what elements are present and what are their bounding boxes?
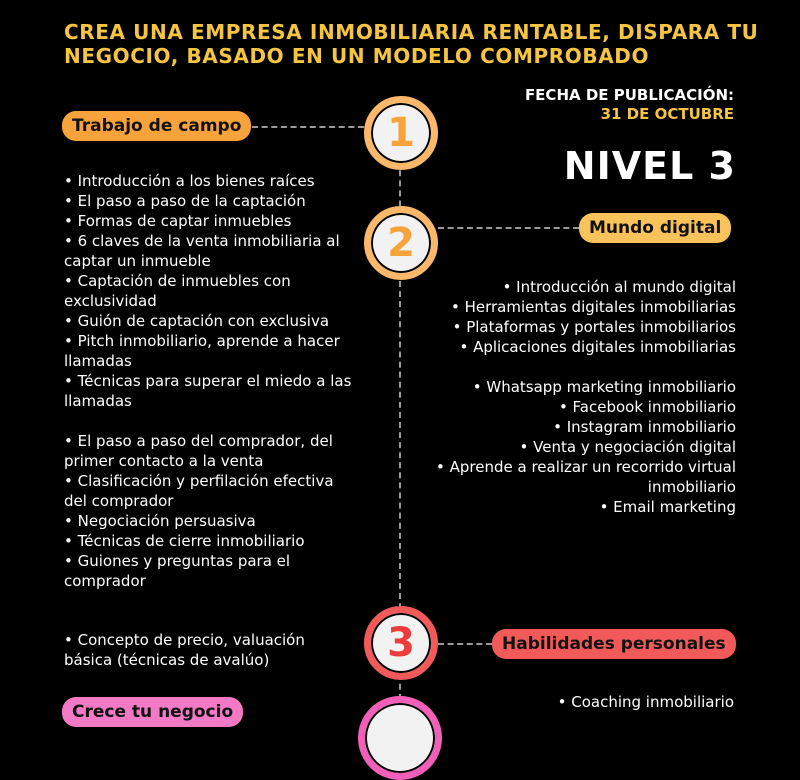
step-2-circle: 2 [364, 206, 438, 280]
list-item: • Whatsapp marketing inmobiliario [472, 378, 736, 396]
list-item: • Concepto de precio, valuación básica (técnicas de avalúo) [64, 631, 305, 669]
list-item: • Clasificación y perfilación efectiva del comprador [64, 472, 334, 510]
list-item: • Negociación persuasiva [64, 512, 256, 530]
list-item: • El paso a paso de la captación [64, 192, 306, 210]
list-item: • Instagram inmobiliario [553, 418, 736, 436]
grow-business-list [434, 692, 734, 712]
list-item: • Guión de captación con exclusiva [64, 312, 330, 330]
connector-2 [438, 227, 579, 229]
publication-date-value: 31 DE OCTUBRE [600, 105, 734, 123]
list-item: • Técnicas para superar el miedo a las llamadas [64, 372, 352, 410]
page-title: CREA UNA EMPRESA INMOBILIARIA RENTABLE, DISPARA TU NEGOCIO, BASADO EN UN MODELO COMPROBADO [64, 20, 759, 68]
list-item: • Coaching inmobiliario [557, 693, 734, 711]
list-item: • Facebook inmobiliario [558, 398, 736, 416]
list-spacer [436, 357, 736, 377]
list-item: • Herramientas digitales inmobiliarias [450, 298, 736, 316]
list-item: • Introducción al mundo digital [502, 278, 736, 296]
list-item: • Técnicas de cierre inmobiliario [64, 532, 305, 550]
list-item: • El paso a paso del comprador, del primer contacto a la venta [64, 432, 333, 470]
list-item: • Introducción a los bienes raíces [64, 172, 315, 190]
list-item: • Email marketing [599, 498, 736, 516]
connector-1 [252, 126, 364, 128]
list-item: • Captación de inmuebles con exclusividad [64, 272, 291, 310]
step-1-circle: 1 [364, 96, 438, 170]
list-item: • 6 claves de la venta inmobiliaria al captar un inmueble [64, 232, 340, 270]
field-work-list [64, 171, 354, 591]
personal-skills-list [64, 630, 354, 670]
step-2-label: Mundo digital [579, 213, 731, 243]
step-3-label: Habilidades personales [492, 629, 736, 659]
step-4-label: Crece tu negocio [62, 697, 243, 727]
publication-label: FECHA DE PUBLICACIÓN: [524, 86, 734, 104]
step-1-label: Trabajo de campo [62, 111, 251, 141]
level-heading: NIVEL 3 [563, 144, 736, 188]
list-item: • Plataformas y portales inmobiliarios [452, 318, 736, 336]
list-item: • Venta y negociación digital [519, 438, 736, 456]
list-item: • Pitch inmobiliario, aprende a hacer llamadas [64, 332, 340, 370]
step-4-circle [358, 696, 442, 780]
list-item: • Formas de captar inmuebles [64, 212, 292, 230]
list-item: • Aplicaciones digitales inmobiliarias [459, 338, 736, 356]
list-item: • Guiones y preguntas para el comprador [64, 552, 291, 590]
step-3-circle: 3 [364, 606, 438, 680]
list-item: • Aprende a realizar un recorrido virtual inmobiliario [436, 458, 736, 496]
publication-date [525, 86, 734, 124]
list-spacer [64, 411, 354, 431]
connector-3 [438, 643, 492, 645]
digital-list [436, 277, 736, 517]
